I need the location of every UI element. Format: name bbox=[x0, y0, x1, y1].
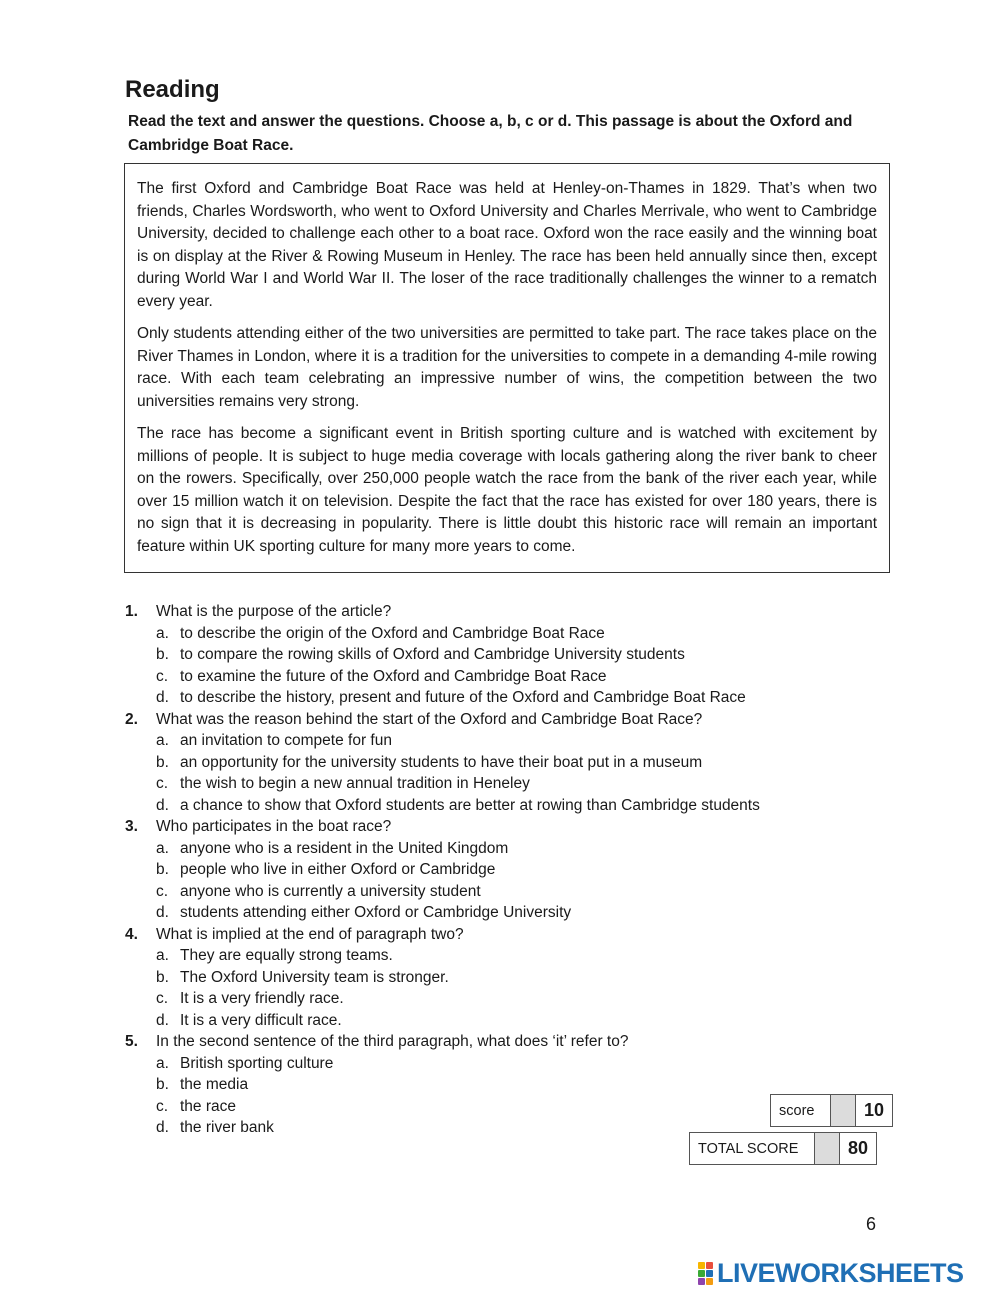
answer-option[interactable] bbox=[125, 1053, 885, 1075]
option-letter: b. bbox=[156, 968, 169, 986]
option-text: The Oxford University team is stronger. bbox=[180, 968, 449, 986]
question-list bbox=[125, 601, 885, 1139]
option-letter: c. bbox=[156, 882, 169, 900]
answer-option[interactable] bbox=[125, 881, 885, 903]
question-number: 2. bbox=[125, 710, 138, 728]
option-letter: a. bbox=[156, 624, 169, 642]
question-5 bbox=[125, 1031, 885, 1053]
question-4 bbox=[125, 924, 885, 946]
answer-option[interactable] bbox=[125, 730, 885, 752]
answer-option[interactable] bbox=[125, 1074, 885, 1096]
option-letter: b. bbox=[156, 646, 169, 663]
score-box bbox=[770, 1094, 893, 1127]
score-input[interactable] bbox=[831, 1095, 856, 1127]
option-text: the media bbox=[180, 1076, 249, 1093]
option-text: British sporting culture bbox=[180, 1054, 334, 1072]
liveworksheets-logo bbox=[698, 1258, 964, 1289]
option-letter: d. bbox=[156, 796, 169, 814]
total-score-label: TOTAL SCORE bbox=[690, 1133, 815, 1165]
option-text: people who live in either Oxford or Cambridge bbox=[180, 861, 496, 878]
passage-box bbox=[124, 163, 890, 573]
question-number: 3. bbox=[125, 818, 138, 835]
option-text: the river bank bbox=[180, 1119, 274, 1136]
question-text: What is implied at the end of paragraph two? bbox=[156, 925, 464, 943]
page-number: 6 bbox=[866, 1214, 877, 1234]
answer-option[interactable] bbox=[125, 773, 885, 795]
total-score-input[interactable] bbox=[815, 1133, 840, 1165]
score-label: score bbox=[771, 1095, 831, 1127]
answer-option[interactable] bbox=[125, 945, 885, 967]
question-2 bbox=[125, 709, 885, 731]
option-letter: c. bbox=[156, 990, 169, 1007]
question-number: 5. bbox=[125, 1033, 138, 1050]
option-letter: a. bbox=[156, 947, 169, 964]
score-value: 10 bbox=[856, 1095, 893, 1127]
answer-option[interactable] bbox=[125, 988, 885, 1010]
passage-paragraph-2: Only students attending either of the two universities are permitted to take part. The race takes place on the River Thames in London, where it is a tradition for the universities to compete in a demanding 4-mile rowing race. With each team celebrating an impressive number of wins, the competition between the two universities remains very strong. bbox=[137, 325, 877, 410]
answer-option[interactable] bbox=[125, 902, 885, 924]
page-heading: Reading bbox=[125, 76, 220, 103]
option-text: They are equally strong teams. bbox=[180, 947, 393, 964]
option-text: to describe the history, present and future of the Oxford and Cambridge Boat Race bbox=[180, 689, 746, 706]
instructions: Read the text and answer the questions. Choose a, b, c or d. This passage is about the Oxford and Cambridge Boat Race. bbox=[128, 113, 853, 154]
question-1 bbox=[125, 601, 885, 623]
option-letter: a. bbox=[156, 732, 169, 749]
option-letter: c. bbox=[156, 1097, 169, 1115]
option-text: to examine the future of the Oxford and Cambridge Boat Race bbox=[180, 667, 607, 685]
option-text: It is a very difficult race. bbox=[180, 1011, 342, 1029]
answer-option[interactable] bbox=[125, 859, 885, 881]
option-text: the race bbox=[180, 1097, 237, 1115]
question-text: Who participates in the boat race? bbox=[156, 818, 392, 835]
question-number: 1. bbox=[125, 603, 138, 620]
question-text: What was the reason behind the start of the Oxford and Cambridge Boat Race? bbox=[156, 710, 703, 728]
answer-option[interactable] bbox=[125, 795, 885, 817]
answer-option[interactable] bbox=[125, 838, 885, 860]
option-text: students attending either Oxford or Cambridge University bbox=[180, 904, 572, 921]
option-letter: b. bbox=[156, 1076, 169, 1093]
option-text: anyone who is a resident in the United Kingdom bbox=[180, 839, 509, 857]
option-letter: b. bbox=[156, 753, 169, 771]
option-text: a chance to show that Oxford students are better at rowing than Cambridge students bbox=[180, 796, 760, 814]
answer-option[interactable] bbox=[125, 666, 885, 688]
question-3 bbox=[125, 816, 885, 838]
option-text: the wish to begin a new annual tradition in Heneley bbox=[180, 775, 530, 792]
question-text: What is the purpose of the article? bbox=[156, 603, 392, 620]
option-letter: a. bbox=[156, 839, 169, 857]
logo-text: LIVEWORKSHEETS bbox=[717, 1258, 964, 1288]
total-score-box bbox=[689, 1132, 877, 1165]
answer-option[interactable] bbox=[125, 623, 885, 645]
logo-icon bbox=[698, 1262, 713, 1285]
option-letter: d. bbox=[156, 689, 169, 706]
answer-option[interactable] bbox=[125, 1010, 885, 1032]
option-letter: d. bbox=[156, 1119, 169, 1136]
answer-option[interactable] bbox=[125, 967, 885, 989]
option-letter: d. bbox=[156, 1011, 169, 1029]
answer-option[interactable] bbox=[125, 752, 885, 774]
option-letter: b. bbox=[156, 861, 169, 878]
option-letter: d. bbox=[156, 904, 169, 921]
option-text: It is a very friendly race. bbox=[180, 990, 344, 1007]
answer-option[interactable] bbox=[125, 687, 885, 709]
answer-option[interactable] bbox=[125, 644, 885, 666]
option-text: an invitation to compete for fun bbox=[180, 732, 392, 749]
passage-paragraph-3: The race has become a significant event in British sporting culture and is watched with excitement by millions of people. It is subject to huge media coverage with locals gathering along the river bank to cheer on the rowers. Specifically, over 250,000 people watch the race from the bank of the river each year, while over 15 million watch it on television. Despite the fact that the race has existed for over 180 years, there is no sign that it is decreasing in popularity. There is little doubt this historic race will remain an important feature within UK sporting culture for many more years to come. bbox=[137, 425, 877, 555]
option-text: to compare the rowing skills of Oxford and Cambridge University students bbox=[180, 646, 685, 663]
question-number: 4. bbox=[125, 925, 138, 943]
passage-paragraph-1: The first Oxford and Cambridge Boat Race was held at Henley-on-Thames in 1829. That’s when two friends, Charles Wordsworth, who went to Oxford University and Charles Merrivale, who went to Cambridge University, decided to challenge each other to a boat race. Oxford won the race easily and the winning boat is on display at the River & Rowing Museum in Henley. The race has been held annually since then, except during World War I and World War II. The loser of the race traditionally challenges the winner to a rematch every year. bbox=[137, 180, 877, 310]
option-letter: c. bbox=[156, 775, 169, 792]
option-text: anyone who is currently a university student bbox=[180, 882, 481, 900]
option-text: an opportunity for the university students to have their boat put in a museum bbox=[180, 753, 703, 771]
total-score-value: 80 bbox=[840, 1133, 877, 1165]
option-letter: a. bbox=[156, 1054, 169, 1072]
option-text: to describe the origin of the Oxford and Cambridge Boat Race bbox=[180, 624, 605, 642]
question-text: In the second sentence of the third paragraph, what does ‘it’ refer to? bbox=[156, 1033, 629, 1050]
option-letter: c. bbox=[156, 667, 169, 685]
